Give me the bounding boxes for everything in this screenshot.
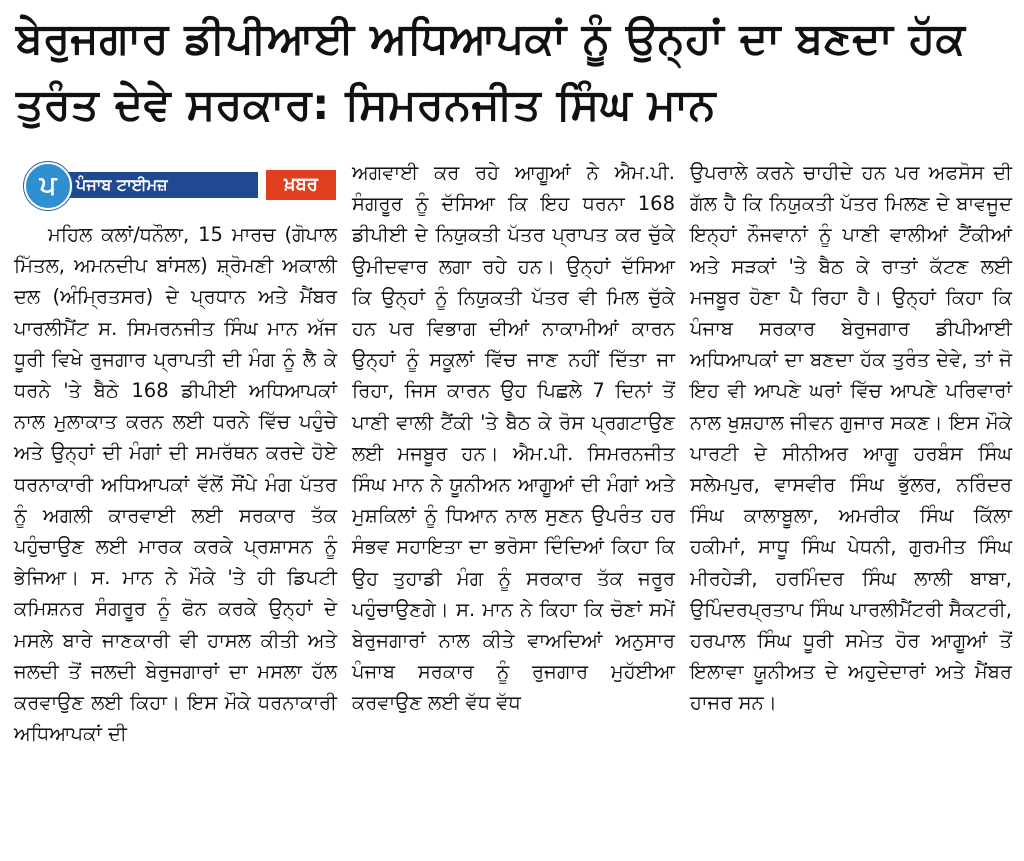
article-column-3 xyxy=(690,157,1012,719)
publication-brand xyxy=(18,158,336,210)
publication-name: ਪੰਜਾਬ ਟਾਈਮਜ਼ xyxy=(46,172,258,198)
article-paragraph: ਉਪਰਾਲੇ ਕਰਨੇ ਚਾਹੀਦੇ ਹਨ ਪਰ ਅਫਸੋਸ ਦੀ ਗੱਲ ਹੈ ਕਿ ਨਿਯੁਕਤੀ ਪੱਤਰ ਮਿਲਣ ਦੇ ਬਾਵਜੂਦ ਇਨ੍ਹਾਂ ਨੌਜਵਾਨਾਂ ਨੂੰ ਪਾਣੀ ਵਾਲੀਆਂ ਟੈਂਕੀਆਂ ਅਤੇ ਸੜਕਾਂ 'ਤੇ ਬੈਠ ਕੇ ਰਾਤਾਂ ਕੱਟਣ ਲਈ ਮਜਬੂਰ ਹੋਣਾ ਪੈ ਰਿਹਾ ਹੈ। ਉਨ੍ਹਾਂ ਕਿਹਾ ਕਿ ਪੰਜਾਬ ਸਰਕਾਰ ਬੇਰੁਜਗਾਰ ਡੀਪੀਆਈ ਅਧਿਆਪਕਾਂ ਦਾ ਬਣਦਾ ਹੱਕ ਤੁਰੰਤ ਦੇਵੇ, ਤਾਂ ਜੋ ਇਹ ਵੀ ਆਪਣੇ ਘਰਾਂ ਵਿੱਚ ਆਪਣੇ ਪਰਿਵਾਰਾਂ ਨਾਲ ਖੁਸ਼ਹਾਲ ਜੀਵਨ ਗੁਜਾਰ ਸਕਣ। ਇਸ ਮੌਕੇ ਪਾਰਟੀ ਦੇ ਸੀਨੀਅਰ ਆਗੂ ਹਰਬੰਸ ਸਿੰਘ ਸਲੇਮਪੁਰ, ਵਾਸਵੀਰ ਸਿੰਘ ਭੁੱਲਰ, ਨਰਿੰਦਰ ਸਿੰਘ ਕਾਲਾਬੂਲਾ, ਅਮਰੀਕ ਸਿੰਘ ਕਿੱਲਾ ਹਕੀਮਾਂ, ਸਾਧੂ ਸਿੰਘ ਪੇਧਨੀ, ਗੁਰਮੀਤ ਸਿੰਘ ਮੀਰਹੇੜੀ, ਹਰਮਿੰਦਰ ਸਿੰਘ ਲਾਲੀ ਬਾਬਾ, ਉਪਿੰਦਰਪ੍ਰਤਾਪ ਸਿੰਘ ਪਾਰਲੀਮੈਂਟਰੀ ਸੈਕਟਰੀ, ਹਰਪਾਲ ਸਿੰਘ ਧੂਰੀ ਸਮੇਤ ਹੋਰ ਆਗੂਆਂ ਤੋਂ ਇਲਾਵਾ ਯੂਨੀਅਤ ਦੇ ਅਹੁਦੇਦਾਰਾਂ ਅਤੇ ਮੈਂਬਰ ਹਾਜਰ ਸਨ। xyxy=(690,161,1012,715)
article-paragraph: ਮਹਿਲ ਕਲਾਂ/ਧਨੌਲਾ, 15 ਮਾਰਚ (ਗੋਪਾਲ ਮਿੱਤਲ, ਅਮਨਦੀਪ ਬਾਂਸਲ) ਸ਼੍ਰੋਮਣੀ ਅਕਾਲੀ ਦਲ (ਅੰਮ੍ਰਿਤਸਰ) ਦੇ ਪ੍ਰਧਾਨ ਅਤੇ ਮੈਂਬਰ ਪਾਰਲੀਮੈਂਟ ਸ. ਸਿਮਰਨਜੀਤ ਸਿੰਘ ਮਾਨ ਅੱਜ ਧੂਰੀ ਵਿਖੇ ਰੁਜਗਾਰ ਪ੍ਰਾਪਤੀ ਦੀ ਮੰਗ ਨੂੰ ਲੈ ਕੇ ਧਰਨੇ 'ਤੇ ਬੈਠੇ 168 ਡੀਪੀਈ ਅਧਿਆਪਕਾਂ ਨਾਲ ਮੁਲਾਕਾਤ ਕਰਨ ਲਈ ਧਰਨੇ ਵਿੱਚ ਪਹੁੰਚੇ ਅਤੇ ਉਨ੍ਹਾਂ ਦੀ ਮੰਗਾਂ ਦੀ ਸਮਰੱਥਨ ਕਰਦੇ ਹੋਏ ਧਰਨਾਕਾਰੀ ਅਧਿਆਪਕਾਂ ਵੱਲੋਂ ਸੌਂਪੇ ਮੰਗ ਪੱਤਰ ਨੂੰ ਅਗਲੀ ਕਾਰਵਾਈ ਲਈ ਸਰਕਾਰ ਤੱਕ ਪਹੁੰਚਾਉਣ ਲਈ ਮਾਰਕ ਕਰਕੇ ਪ੍ਰਸ਼ਾਸਨ ਨੂੰ ਭੇਜਿਆ। ਸ. ਮਾਨ ਨੇ ਮੌਕੇ 'ਤੇ ਹੀ ਡਿਪਟੀ ਕਮਿਸ਼ਨਰ ਸੰਗਰੂਰ ਨੂੰ ਫੋਨ ਕਰਕੇ ਉਨ੍ਹਾਂ ਦੇ ਮਸਲੇ ਬਾਰੇ ਜਾਣਕਾਰੀ ਵੀ ਹਾਸਲ ਕੀਤੀ ਅਤੇ ਜਲਦੀ ਤੋਂ ਜਲਦੀ ਬੇਰੁਜਗਾਰਾਂ ਦਾ ਮਸਲਾ ਹੱਲ ਕਰਵਾਉਣ ਲਈ ਕਿਹਾ। ਇਸ ਮੌਕੇ ਧਰਨਾਕਾਰੀ ਅਧਿਆਪਕਾਂ ਦੀ xyxy=(14,223,337,746)
headline-line-2: ਤੁਰੰਤ ਦੇਵੇ ਸਰਕਾਰ: ਸਿਮਰਨਜੀਤ ਸਿੰਘ ਮਾਨ xyxy=(16,80,717,130)
news-tag: ਖ਼ਬਰ xyxy=(266,170,336,200)
article-paragraph: ਅਗਵਾਈ ਕਰ ਰਹੇ ਆਗੂਆਂ ਨੇ ਐਮ.ਪੀ. ਸੰਗਰੂਰ ਨੂੰ ਦੱਸਿਆ ਕਿ ਇਹ ਧਰਨਾ 168 ਡੀਪੀਈ ਦੇ ਨਿਯੁਕਤੀ ਪੱਤਰ ਪ੍ਰਾਪਤ ਕਰ ਚੁੱਕੇ ਉਮੀਦਵਾਰ ਲਗਾ ਰਹੇ ਹਨ। ਉਨ੍ਹਾਂ ਦੱਸਿਆ ਕਿ ਉਨ੍ਹਾਂ ਨੂੰ ਨਿਯੁਕਤੀ ਪੱਤਰ ਵੀ ਮਿਲ ਚੁੱਕੇ ਹਨ ਪਰ ਵਿਭਾਗ ਦੀਆਂ ਨਾਕਾਮੀਆਂ ਕਾਰਨ ਉਨ੍ਹਾਂ ਨੂੰ ਸਕੂਲਾਂ ਵਿੱਚ ਜਾਣ ਨਹੀਂ ਦਿੱਤਾ ਜਾ ਰਿਹਾ, ਜਿਸ ਕਾਰਨ ਉਹ ਪਿਛਲੇ 7 ਦਿਨਾਂ ਤੋਂ ਪਾਣੀ ਵਾਲੀ ਟੈਂਕੀ 'ਤੇ ਬੈਠ ਕੇ ਰੋਸ ਪ੍ਰਗਟਾਉਣ ਲਈ ਮਜਬੂਰ ਹਨ। ਐਮ.ਪੀ. ਸਿਮਰਨਜੀਤ ਸਿੰਘ ਮਾਨ ਨੇ ਯੂਨੀਅਨ ਆਗੂਆਂ ਦੀ ਮੰਗਾਂ ਅਤੇ ਮੁਸ਼ਕਿਲਾਂ ਨੂੰ ਧਿਆਨ ਨਾਲ ਸੁਣਨ ਉਪਰੰਤ ਹਰ ਸੰਭਵ ਸਹਾਇਤਾ ਦਾ ਭਰੋਸਾ ਦਿੰਦਿਆਂ ਕਿਹਾ ਕਿ ਉਹ ਤੁਹਾਡੀ ਮੰਗ ਨੂੰ ਸਰਕਾਰ ਤੱਕ ਜਰੂਰ ਪਹੁੰਚਾਉਣਗੇ। ਸ. ਮਾਨ ਨੇ ਕਿਹਾ ਕਿ ਚੋਣਾਂ ਸਮੇਂ ਬੇਰੁਜਗਾਰਾਂ ਨਾਲ ਕੀਤੇ ਵਾਅਦਿਆਂ ਅਨੁਸਾਰ ਪੰਜਾਬ ਸਰਕਾਰ ਨੂੰ ਰੁਜਗਾਰ ਮੁਹੱਈਆ ਕਰਵਾਉਣ ਲਈ ਵੱਧ ਵੱਧ xyxy=(352,161,675,715)
headline xyxy=(16,6,1006,138)
punjab-times-logo-icon: ਪ xyxy=(24,162,72,210)
headline-line-1: ਬੇਰੁਜਗਾਰ ਡੀਪੀਆਈ ਅਧਿਆਪਕਾਂ ਨੂੰ ਉਨ੍ਹਾਂ ਦਾ ਬਣਦਾ ਹੱਕ xyxy=(16,14,966,64)
article-column-2 xyxy=(352,157,675,719)
article-column-1 xyxy=(14,219,337,749)
